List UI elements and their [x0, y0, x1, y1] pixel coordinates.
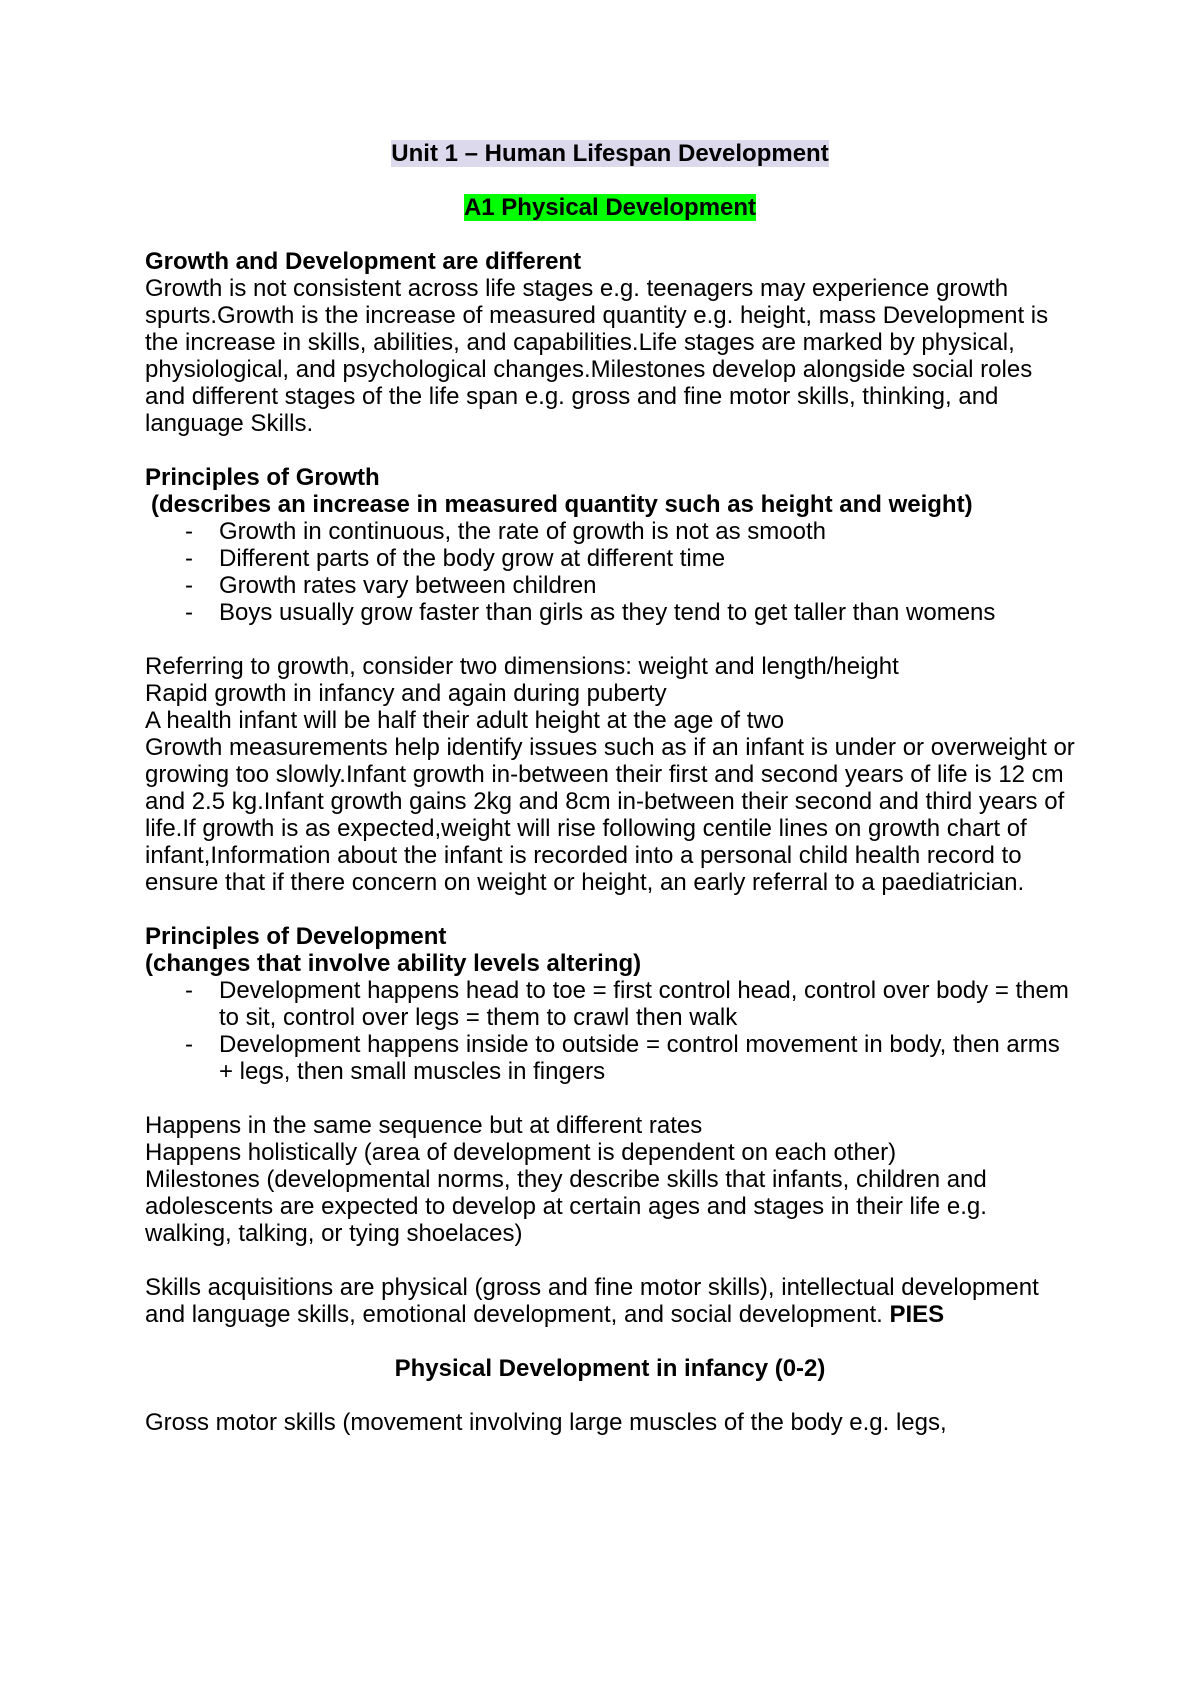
gross-motor-line: Gross motor skills (movement involving large muscles of the body e.g. legs, [145, 1409, 947, 1436]
list-item: - Growth rates vary between children [185, 572, 1075, 599]
skills-text: Skills acquisitions are physical (gross and fine motor skills), intellectual development and language skills, emotional development, and social development. [145, 1274, 1039, 1328]
growth-notes-line: Rapid growth in infancy and again during puberty [145, 680, 667, 707]
growth-development-heading: Growth and Development are different [145, 248, 582, 275]
growth-measurements-paragraph: Growth measurements help identify issues such as if an infant is under or overweight or growing too slowly.Infant growth in-between their first and second years of life is 12 cm and 2.5 kg.Infant growth gains 2kg and 8cm in-between their second and third years of life.If growth is as expected,weight will rise following centile lines on growth chart of infant,Information about the infant is recorded into a personal child health record to ensure that if there concern on weight or height, an early referral to a paediatrician. [145, 734, 1075, 896]
principles-growth-heading: Principles of Growth [145, 464, 380, 491]
section-subtitle: A1 Physical Development [463, 194, 757, 221]
document-page [145, 140, 1075, 1436]
list-item: - Boys usually grow faster than girls as they tend to get taller than womens [185, 599, 1075, 626]
growth-development-paragraph: Growth is not consistent across life stages e.g. teenagers may experience growth spurts.Growth is the increase of measured quantity e.g. height, mass Development is the increase in skills, abilities, and capabilities.Life stages are marked by physical, physiological, and psychological changes.Milestones develop alongside social roles and different stages of the life span e.g. gross and fine motor skills, thinking, and language Skills. [145, 275, 1049, 437]
document-title: Unit 1 – Human Lifespan Development [391, 140, 829, 167]
principles-development-subheading: (changes that involve ability levels altering) [145, 950, 642, 977]
milestones-paragraph: Milestones (developmental norms, they describe skills that infants, children and adolescents are expected to develop at certain ages and stages in their life e.g. walking, talking, or tying shoelaces) [145, 1166, 987, 1247]
development-notes-line: Happens in the same sequence but at different rates [145, 1112, 703, 1139]
growth-notes-line: Referring to growth, consider two dimensions: weight and length/height [145, 653, 899, 680]
infancy-heading: Physical Development in infancy (0-2) [394, 1355, 826, 1382]
pies-acronym: PIES [889, 1301, 945, 1328]
list-item: - Different parts of the body grow at different time [185, 545, 1075, 572]
growth-notes-line: A health infant will be half their adult height at the age of two [145, 707, 785, 734]
list-item: - Development happens head to toe = first control head, control over body = them to sit, control over legs = them to crawl then walk [185, 977, 1075, 1031]
principles-development-list [145, 977, 1075, 1085]
list-item: - Growth in continuous, the rate of growth is not as smooth [185, 518, 1075, 545]
skills-paragraph [145, 1274, 1075, 1328]
principles-development-heading: Principles of Development [145, 923, 447, 950]
development-notes-line: Happens holistically (area of development is dependent on each other) [145, 1139, 897, 1166]
principles-growth-list [145, 518, 1075, 626]
principles-growth-subheading: (describes an increase in measured quantity such as height and weight) [151, 491, 973, 518]
list-item: - Development happens inside to outside = control movement in body, then arms + legs, then small muscles in fingers [185, 1031, 1075, 1085]
